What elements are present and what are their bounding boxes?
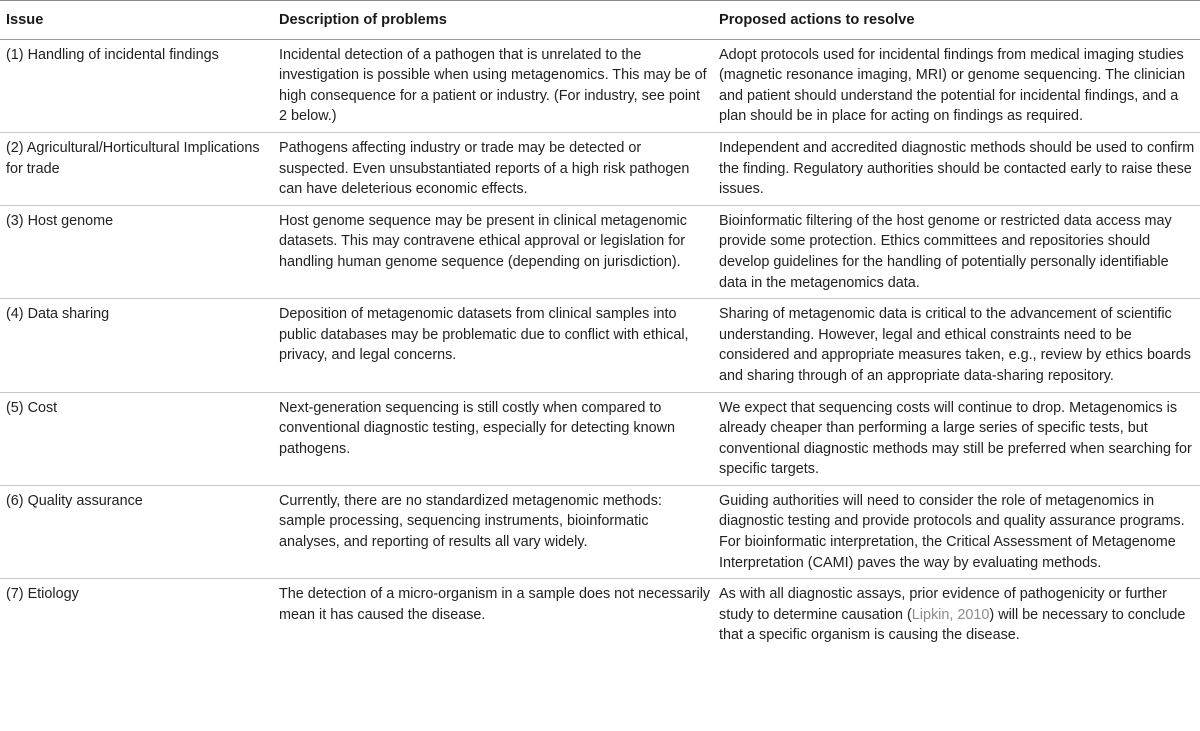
header-row: [0, 1, 1200, 40]
action-cell: Sharing of metagenomic data is critical to the advancement of scientific understanding. However, legal and ethical constraints need to be considered and appropriate measures taken, e.g., review by ethics boards and sharing through of an appropriate data-sharing repository.: [717, 299, 1200, 392]
action-text-after: ) will be necessary to conclude that a specific organism is causing the disease.: [719, 606, 1186, 644]
action-cell: Adopt protocols used for incidental findings from medical imaging studies (magnetic resonance imaging, MRI) or genome sequencing. The clinician and patient should understand the potential for incidental findings, and a plan should be in place for acting on findings as required.: [717, 39, 1200, 132]
table-row: [0, 205, 1200, 298]
table-row: [0, 392, 1200, 485]
table-row: [0, 299, 1200, 392]
issue-cell: (3) Host genome: [0, 205, 277, 298]
issue-cell: (2) Agricultural/Horticultural Implications for trade: [0, 132, 277, 205]
issue-cell: (4) Data sharing: [0, 299, 277, 392]
action-cell: [717, 579, 1200, 646]
table-row: [0, 579, 1200, 646]
description-cell: Host genome sequence may be present in clinical metagenomic datasets. This may contravene ethical approval or legislation for handling human genome sequence (depending on jurisdiction).: [277, 205, 717, 298]
action-cell: We expect that sequencing costs will continue to drop. Metagenomics is already cheaper than performing a large series of specific tests, but conventional diagnostic methods may still be preferred when searching for specific targets.: [717, 392, 1200, 485]
action-cell: Independent and accredited diagnostic methods should be used to confirm the finding. Regulatory authorities should be contacted early to raise these issues.: [717, 132, 1200, 205]
header-description: Description of problems: [277, 1, 717, 40]
table-row: [0, 39, 1200, 132]
issue-cell: (7) Etiology: [6, 586, 79, 603]
header-actions: Proposed actions to resolve: [717, 1, 1200, 40]
description-cell: Next-generation sequencing is still costly when compared to conventional diagnostic testing, especially for detecting known pathogens.: [277, 392, 717, 485]
description-cell: The detection of a micro-organism in a sample does not necessarily mean it has caused the disease.: [279, 586, 711, 623]
table-row: [0, 132, 1200, 205]
issue-cell: (5) Cost: [0, 392, 277, 485]
description-cell: Deposition of metagenomic datasets from clinical samples into public databases may be problematic due to conflict with ethical, privacy, and legal concerns.: [277, 299, 717, 392]
description-cell: Currently, there are no standardized metagenomic methods: sample processing, sequencing instruments, bioinformatic analyses, and reporting of results all vary widely.: [277, 485, 717, 578]
description-cell: Pathogens affecting industry or trade may be detected or suspected. Even unsubstantiated reports of a high risk pathogen can have deleterious economic effects.: [277, 132, 717, 205]
table-row: [0, 485, 1200, 578]
action-cell: Guiding authorities will need to consider the role of metagenomics in diagnostic testing and provide protocols and quality assurance programs. For bioinformatic interpretation, the Critical Assessment of Metagenome Interpretation (CAMI) paves the way by evaluating methods.: [717, 485, 1200, 578]
header-issue: Issue: [0, 1, 277, 40]
issue-cell: (6) Quality assurance: [0, 485, 277, 578]
action-text-before: As with all diagnostic assays, prior evidence of pathogenicity or further study to determine causation (: [719, 586, 1167, 623]
action-cell: Bioinformatic filtering of the host genome or restricted data access may provide some protection. Ethics committees and repositories should develop guidelines for the handling of potentially personally identifiable data in the metagenomics data.: [717, 205, 1200, 298]
issue-cell: (1) Handling of incidental findings: [0, 39, 277, 132]
description-cell: Incidental detection of a pathogen that is unrelated to the investigation is possible when using metagenomics. This may be of high consequence for a patient or industry. (For industry, see point 2 below.): [277, 39, 717, 132]
citation-link[interactable]: Lipkin, 2010: [911, 606, 990, 623]
